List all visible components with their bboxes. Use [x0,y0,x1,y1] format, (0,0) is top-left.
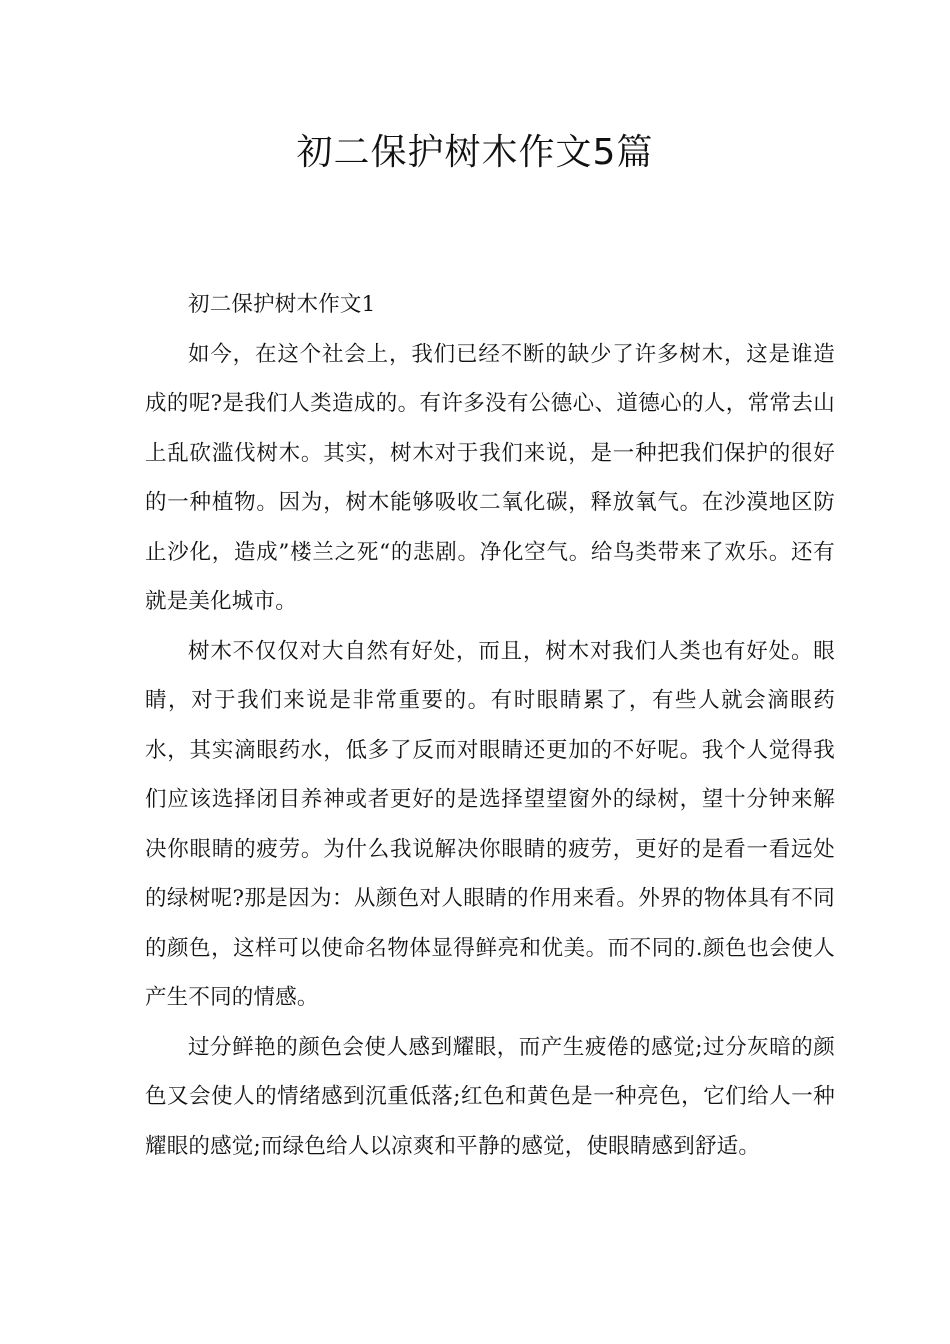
document-title: 初二保护树木作文5篇 [296,132,654,173]
section-heading: 初二保护树木作文1 [188,292,376,317]
paragraph-3: 过分鲜艳的颜色会使人感到耀眼，而产生疲倦的感觉;过分灰暗的颜色又会使人的情绪感到沉重低落;红色和黄色是一种亮色，它们给人一种耀眼的感觉;而绿色给人以凉爽和平静的感觉，使眼睛感到舒适。 [145,1034,835,1159]
paragraph-2: 树木不仅仅对大自然有好处，而且，树木对我们人类也有好处。眼睛，对于我们来说是非常重要的。有时眼睛累了，有些人就会滴眼药水，其实滴眼药水，低多了反而对眼睛还更加的不好呢。我个人觉得我们应该选择闭目养神或者更好的是选择望望窗外的绿树，望十分钟来解决你眼睛的疲劳。为什么我说解决你眼睛的疲劳，更好的是看一看远处的绿树呢?那是因为：从颜色对人眼睛的作用来看。外界的物体具有不同的颜色，这样可以使命名物体显得鲜亮和优美。而不同的.颜色也会使人产生不同的情感。 [145,638,835,1010]
document-body [145,280,835,1171]
paragraph-1: 如今，在这个社会上，我们已经不断的缺少了许多树木，这是谁造成的呢?是我们人类造成的。有许多没有公德心、道德心的人，常常去山上乱砍滥伐树木。其实，树木对于我们来说，是一种把我们保护的很好的一种植物。因为，树木能够吸收二氧化碳，释放氧气。在沙漠地区防止沙化，造成”楼兰之死“的悲剧。净化空气。给鸟类带来了欢乐。还有就是美化城市。 [145,341,835,614]
